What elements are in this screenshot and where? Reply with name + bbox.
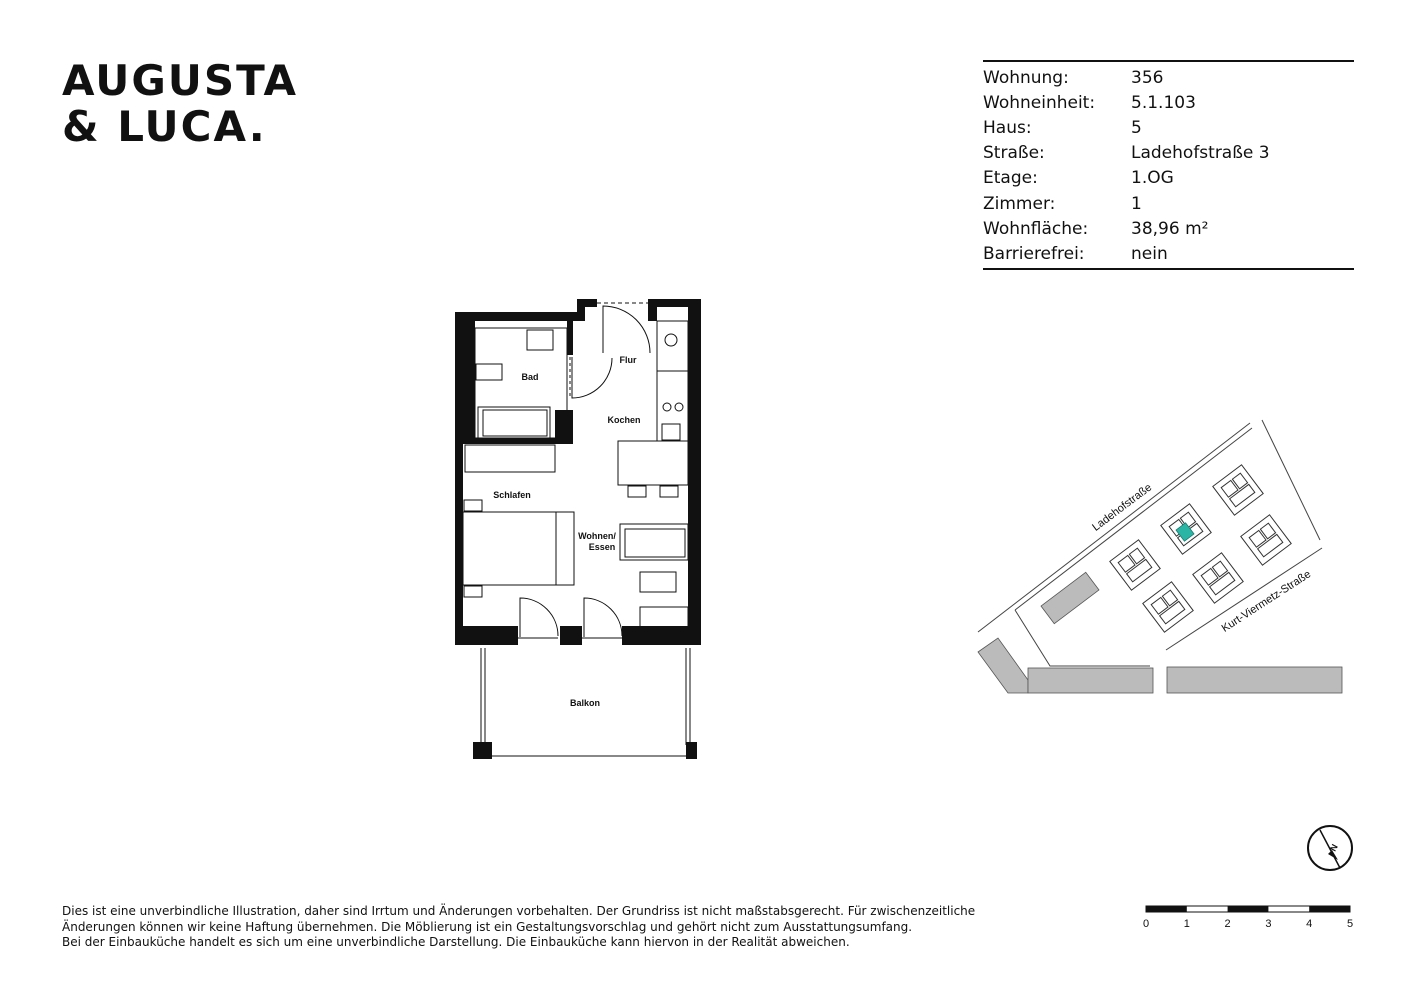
info-label: Etage: bbox=[983, 168, 1038, 189]
info-value: nein bbox=[1131, 243, 1168, 264]
site-parking-block bbox=[1041, 572, 1099, 623]
info-value: 5.1.103 bbox=[1131, 92, 1196, 113]
bath-west-wall bbox=[463, 321, 475, 443]
interior-walls bbox=[463, 321, 573, 444]
info-label: Zimmer: bbox=[983, 193, 1056, 214]
bath-east-wall bbox=[567, 321, 573, 355]
nightstand bbox=[464, 586, 482, 597]
bar-stool bbox=[660, 486, 678, 497]
site-building bbox=[1110, 540, 1160, 590]
disclaimer-line: Änderungen können wir keine Haftung übernehmen. Die Möblierung ist ein Gestaltungsvorschlag und gehört nicht zum Ausstattungsumfang. bbox=[62, 919, 913, 934]
scale-bar-tick: 5 bbox=[1346, 918, 1354, 930]
room-label-flur: Flur bbox=[619, 355, 637, 365]
room-label-wohnen: Wohnen/ bbox=[578, 531, 616, 541]
site-building bbox=[1213, 465, 1263, 515]
sideboard bbox=[640, 607, 688, 627]
scale-bar-tick: 2 bbox=[1224, 918, 1231, 930]
sofa-seat bbox=[625, 529, 685, 557]
stove-burner bbox=[675, 403, 683, 411]
room-label-bad: Bad bbox=[521, 372, 539, 382]
wall-pier bbox=[648, 299, 657, 321]
wall-west bbox=[455, 312, 463, 645]
info-label: Barrierefrei: bbox=[983, 243, 1085, 264]
scale-bar-segment bbox=[1309, 906, 1350, 912]
scale-bar-segment bbox=[1228, 906, 1269, 912]
site-street-label-ladehofstrasse: Ladehofstraße bbox=[1090, 481, 1155, 534]
info-row bbox=[983, 115, 1354, 140]
bath-door-swing bbox=[572, 357, 612, 398]
room-label-essen: Essen bbox=[588, 542, 616, 552]
info-label: Haus: bbox=[983, 117, 1032, 138]
brand-logo bbox=[62, 58, 298, 150]
info-row bbox=[983, 65, 1354, 90]
info-row bbox=[983, 191, 1354, 216]
site-building bbox=[1241, 515, 1291, 565]
room-label-schlafen: Schlafen bbox=[493, 490, 531, 500]
bath-wall-block bbox=[555, 410, 573, 444]
site-boundary bbox=[978, 420, 1322, 666]
kitchen-sink bbox=[662, 424, 680, 440]
info-value: 1 bbox=[1131, 193, 1142, 214]
balcony-door-right-swing bbox=[584, 598, 622, 637]
north-arrow-letter: N bbox=[1327, 842, 1340, 853]
toilet bbox=[476, 364, 502, 380]
balcony-door-left-swing bbox=[520, 598, 558, 637]
bathtub bbox=[478, 407, 550, 439]
wardrobe bbox=[465, 445, 555, 472]
entrance-door-swing bbox=[603, 306, 650, 353]
doors bbox=[518, 303, 650, 638]
brand-logo-line2: & LUCA. bbox=[62, 102, 267, 151]
info-value: 1.OG bbox=[1131, 168, 1174, 189]
wall-south-right bbox=[622, 626, 701, 645]
scale-bar bbox=[1140, 900, 1360, 934]
wall-east bbox=[688, 299, 701, 645]
brand-logo-line1: AUGUSTA bbox=[62, 56, 299, 105]
site-building bbox=[1193, 553, 1243, 603]
info-label: Wohnung: bbox=[983, 67, 1069, 88]
stove-burner bbox=[663, 403, 671, 411]
kitchen-island bbox=[618, 441, 688, 485]
north-arrow bbox=[1306, 824, 1356, 874]
washbasin bbox=[527, 330, 553, 350]
site-street-label-kurt-viermetz: Kurt-Viermetz-Straße bbox=[1219, 568, 1314, 635]
info-value: 5 bbox=[1131, 117, 1142, 138]
coffee-table bbox=[640, 572, 676, 592]
info-value: 38,96 m² bbox=[1131, 218, 1209, 239]
site-neighbor-buildings bbox=[978, 638, 1342, 693]
scale-bar-segment bbox=[1146, 906, 1187, 912]
bed-headboard bbox=[556, 512, 574, 585]
washing-machine-drum bbox=[665, 334, 677, 346]
bed bbox=[463, 512, 556, 585]
disclaimer-line: Bei der Einbauküche handelt es sich um eine unverbindliche Darstellung. Die Einbauküche kann hiervon in der Realität abweichen. bbox=[62, 935, 850, 949]
fixtures bbox=[463, 321, 688, 627]
nightstand bbox=[464, 500, 482, 511]
info-row bbox=[983, 241, 1354, 266]
disclaimer-line: Dies ist eine unverbindliche Illustration, daher sind Irrtum und Änderungen vorbehalten. Der Grundriss ist nicht maßstabsgerecht. Für zwischenzeitliche bbox=[62, 904, 976, 918]
scale-bar-tick: 4 bbox=[1306, 918, 1313, 930]
info-value: Ladehofstraße 3 bbox=[1131, 143, 1270, 164]
info-label: Wohnfläche: bbox=[983, 218, 1089, 239]
disclaimer-text bbox=[62, 904, 1042, 951]
scale-bar-tick: 1 bbox=[1183, 918, 1190, 930]
scale-bar-tick: 0 bbox=[1142, 918, 1150, 930]
bar-stool bbox=[628, 486, 646, 497]
wall-north-left bbox=[455, 312, 585, 321]
info-value: 356 bbox=[1131, 67, 1164, 88]
info-label: Wohneinheit: bbox=[983, 92, 1096, 113]
info-row bbox=[983, 90, 1354, 115]
info-row bbox=[983, 141, 1354, 166]
room-label-kochen: Kochen bbox=[607, 415, 641, 425]
site-building bbox=[1143, 582, 1193, 632]
floor-plan bbox=[440, 290, 720, 770]
wall-south-left bbox=[455, 626, 518, 645]
bathtub-inner bbox=[483, 410, 547, 436]
site-plan bbox=[972, 410, 1352, 710]
room-label-balkon: Balkon bbox=[569, 698, 601, 708]
apartment-info-table bbox=[983, 60, 1354, 270]
info-label: Straße: bbox=[983, 143, 1045, 164]
info-row bbox=[983, 166, 1354, 191]
scale-bar-tick: 3 bbox=[1265, 918, 1272, 930]
wall-north-stub-left bbox=[577, 299, 597, 307]
wall-south-mid bbox=[560, 626, 582, 645]
info-row bbox=[983, 216, 1354, 241]
